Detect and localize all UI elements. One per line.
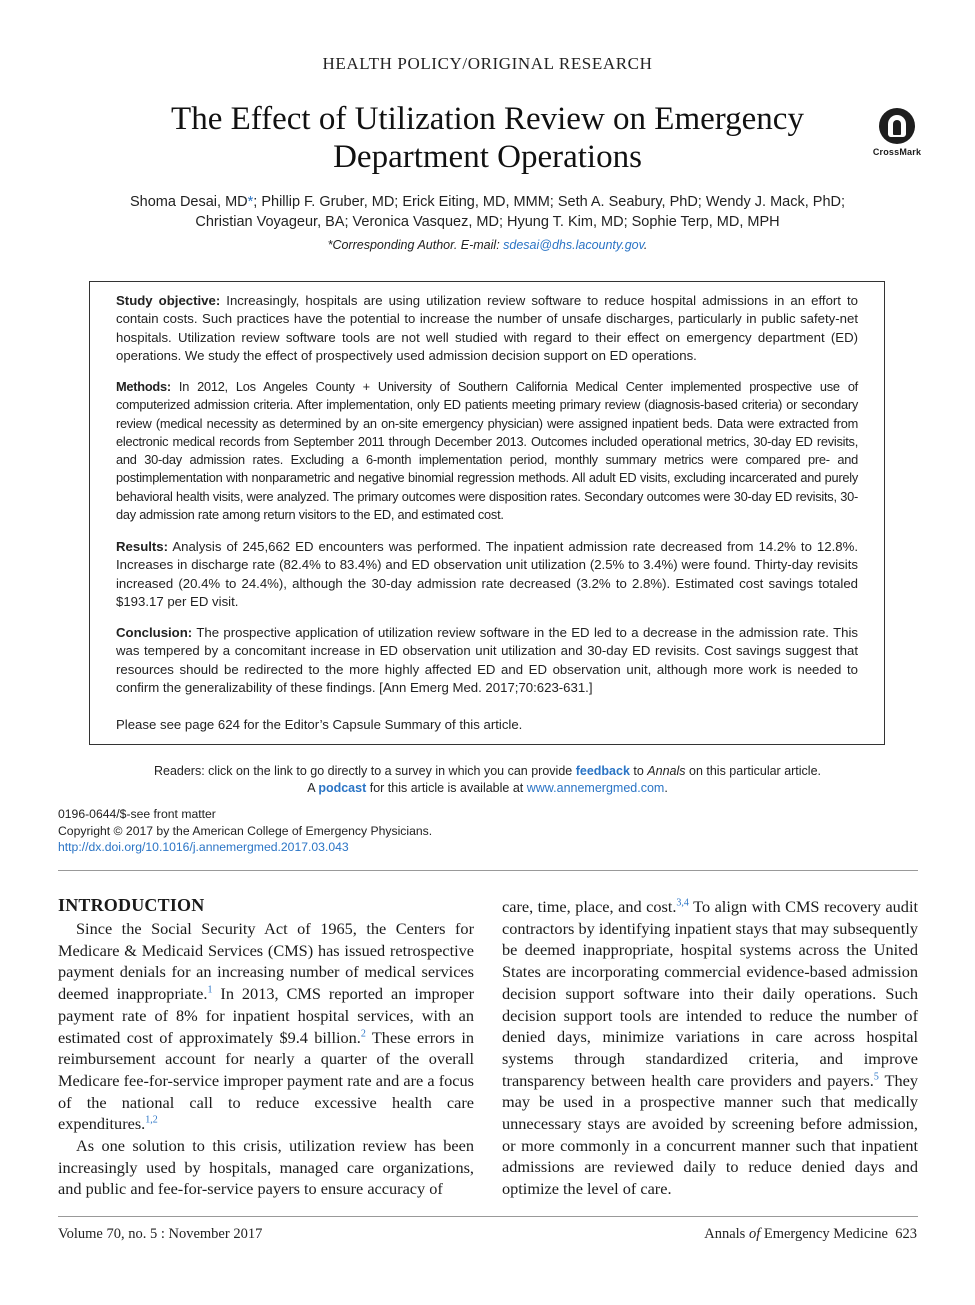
title-line-2: Department Operations: [333, 139, 642, 175]
section-header: HEALTH POLICY/ORIGINAL RESEARCH: [322, 54, 653, 73]
corresponding-email-link[interactable]: sdesai@dhs.lacounty.gov: [503, 238, 644, 252]
footer-divider: [58, 1216, 918, 1217]
body-column-left: [58, 918, 474, 1200]
footer-journal: Annals of Emergency Medicine 623: [704, 1226, 917, 1242]
copyright-line: Copyright © 2017 by the American College of Emergency Physicians.: [58, 823, 433, 838]
front-matter: [58, 806, 558, 856]
citation-ref[interactable]: 5: [873, 1071, 879, 1083]
body-column-right: [502, 896, 918, 1200]
citation-ref[interactable]: 1: [207, 984, 213, 996]
title-line-1: The Effect of Utilization Review on Emergency: [171, 101, 804, 137]
intro-paragraph-2-continued: care, time, place, and cost.$^{3,4}$ To align with CMS recovery audit contractors by identifying inpatient stays that may subsequently be deemed inappropriate, hospital systems across the United States are incorporating commercial evidence-based admission decision support software into their daily operations. Such decision support tools are intended to reduce the number of denied days, minimize variations in care across hospital systems through standardized criteria, and improve transparency between health care providers and payers.$^5$ They may be used in a prospective manner such that medically unnecessary stays are avoided by screening before admission, or more commonly in a concurrent manner such that inpatient admissions are reviewed daily to reduce denied days and optimize the level of care.: [502, 897, 918, 1199]
feedback-note: Readers: click on the link to go directly to a survey in which you can provide feedback to Annals on this particular article.: [153, 764, 822, 778]
citation-ref[interactable]: 2: [360, 1028, 366, 1040]
capsule-summary-note: Please see page 624 for the Editor’s Capsule Summary of this article.: [116, 717, 523, 732]
article-title: [120, 100, 855, 176]
intro-paragraph-2: As one solution to this crisis, utilization review has been increasingly used by hospitals, managed care organizations, and public and fee-for-service payers to ensure accuracy of: [58, 1136, 474, 1199]
author-line-2: Christian Voyageur, BA; Veronica Vasquez, MD; Hyung T. Kim, MD; Sophie Terp, MD, MPH: [195, 214, 780, 230]
citation-ref[interactable]: 1,2: [145, 1114, 158, 1126]
section-divider: [58, 870, 918, 871]
footer-volume: Volume 70, no. 5 : November 2017: [58, 1226, 263, 1242]
corresponding-author-marker[interactable]: *: [247, 194, 254, 210]
abstract-methods: Methods: In 2012, Los Angeles County + University of Southern California Medical Center implemented prospective use of computerized admission criteria. After implementation, only ED patients meeting primary review (diagnosis-based criteria) or secondary review (medical necessity as determined by an on-site emergency physician) were assigned inpatient beds. Data were extracted from electronic medical records from September 2011 through December 2013. Outcomes included operational metrics, 30-day ED revisits, and 30-day admission rates. Excluding a 6-month implementation period, monthly summary metrics were compared pre- and postimplementation with nonparametric and negative binomial regression methods. All adult ED visits, excluding incarcerated and purely behavioral health visits, were analyzed. The primary outcomes were disposition rates. Secondary outcomes were 30-day ED revisits, 30-day admission rate among return visitors to the ED, and estimated cost.: [116, 379, 858, 523]
podcast-note: A podcast for this article is available at www.annemergmed.com.: [307, 781, 668, 795]
author-line-1: Shoma Desai, MD*; Phillip F. Gruber, MD; Erick Eiting, MD, MMM; Seth A. Seabury, PhD; Wendy J. Mack, PhD;: [129, 194, 846, 210]
journal-website-link[interactable]: www.annemergmed.com: [526, 781, 665, 795]
crossmark-label: CrossMark: [872, 147, 922, 157]
corresponding-author: *Corresponding Author. E-mail: sdesai@dhs.lacounty.gov.: [327, 238, 648, 252]
issn-line: 0196-0644/$-see front matter: [58, 807, 216, 821]
abstract-conclusion: Conclusion: The prospective application of utilization review software in the ED led to a decrease in the admission rate. This was tempered by a concomitant increase in ED observation unit utilization and 30-day ED revisits. Cost savings suggest that resources should be redirected to the more highly affected ED and ED observation unit, although more work is needed to confirm the generalizability of these findings. [Ann Emerg Med. 2017;70:623-631.]: [116, 625, 858, 695]
intro-paragraph-1: Since the Social Security Act of 1965, the Centers for Medicare & Medicaid Services (CMS) has issued retrospective payment denials for an increasing number of medical services deemed inappropriate.$^1$ In 2013, CMS reported an improper payment rate of 8% for inpatient hospital services, with an estimated cost of approximately $9.4 billion.$^2$ These errors in reimbursement account for nearly a quarter of the overall Medicare fee-for-service improper payment rate and are a focus of the national call to reduce excessive health care expenditures.$^{1,2}$: [58, 919, 475, 1134]
page-number: 623: [895, 1226, 917, 1242]
podcast-link[interactable]: podcast: [318, 781, 367, 795]
introduction-heading: INTRODUCTION: [58, 895, 205, 915]
abstract-objective: Study objective: Increasingly, hospitals are using utilization review software to reduce hospital admissions in an effort to contain costs. Such practices have the potential to increase the number of unsafe discharges, particularly in public safety-net hospitals. Utilization review software tools are not well studied with regard to their effect on emergency department (ED) operations. We study the effect of prospectively used admission decision support on ED operations.: [116, 293, 859, 363]
reader-notes: [70, 763, 905, 797]
feedback-link[interactable]: feedback: [575, 764, 630, 778]
author-list: [80, 192, 895, 232]
crossmark-icon: [879, 108, 915, 144]
abstract-results: Results: Analysis of 245,662 ED encounters was performed. The inpatient admission rate decreased from 14.2% to 12.8%. Increases in discharge rate (82.4% to 83.4%) and ED observation unit utilization (2.5% to 3.4%) were found. Thirty-day revisits increased (20.4% to 24.4%), although the 30-day admission rate decreased (3.2% to 2.8%). Estimated cost savings totaled $193.17 per ED visit.: [116, 539, 858, 609]
crossmark-badge[interactable]: [866, 108, 928, 157]
citation-ref[interactable]: 3,4: [676, 897, 689, 909]
doi-link[interactable]: http://dx.doi.org/10.1016/j.annemergmed.2017.03.043: [58, 840, 349, 854]
